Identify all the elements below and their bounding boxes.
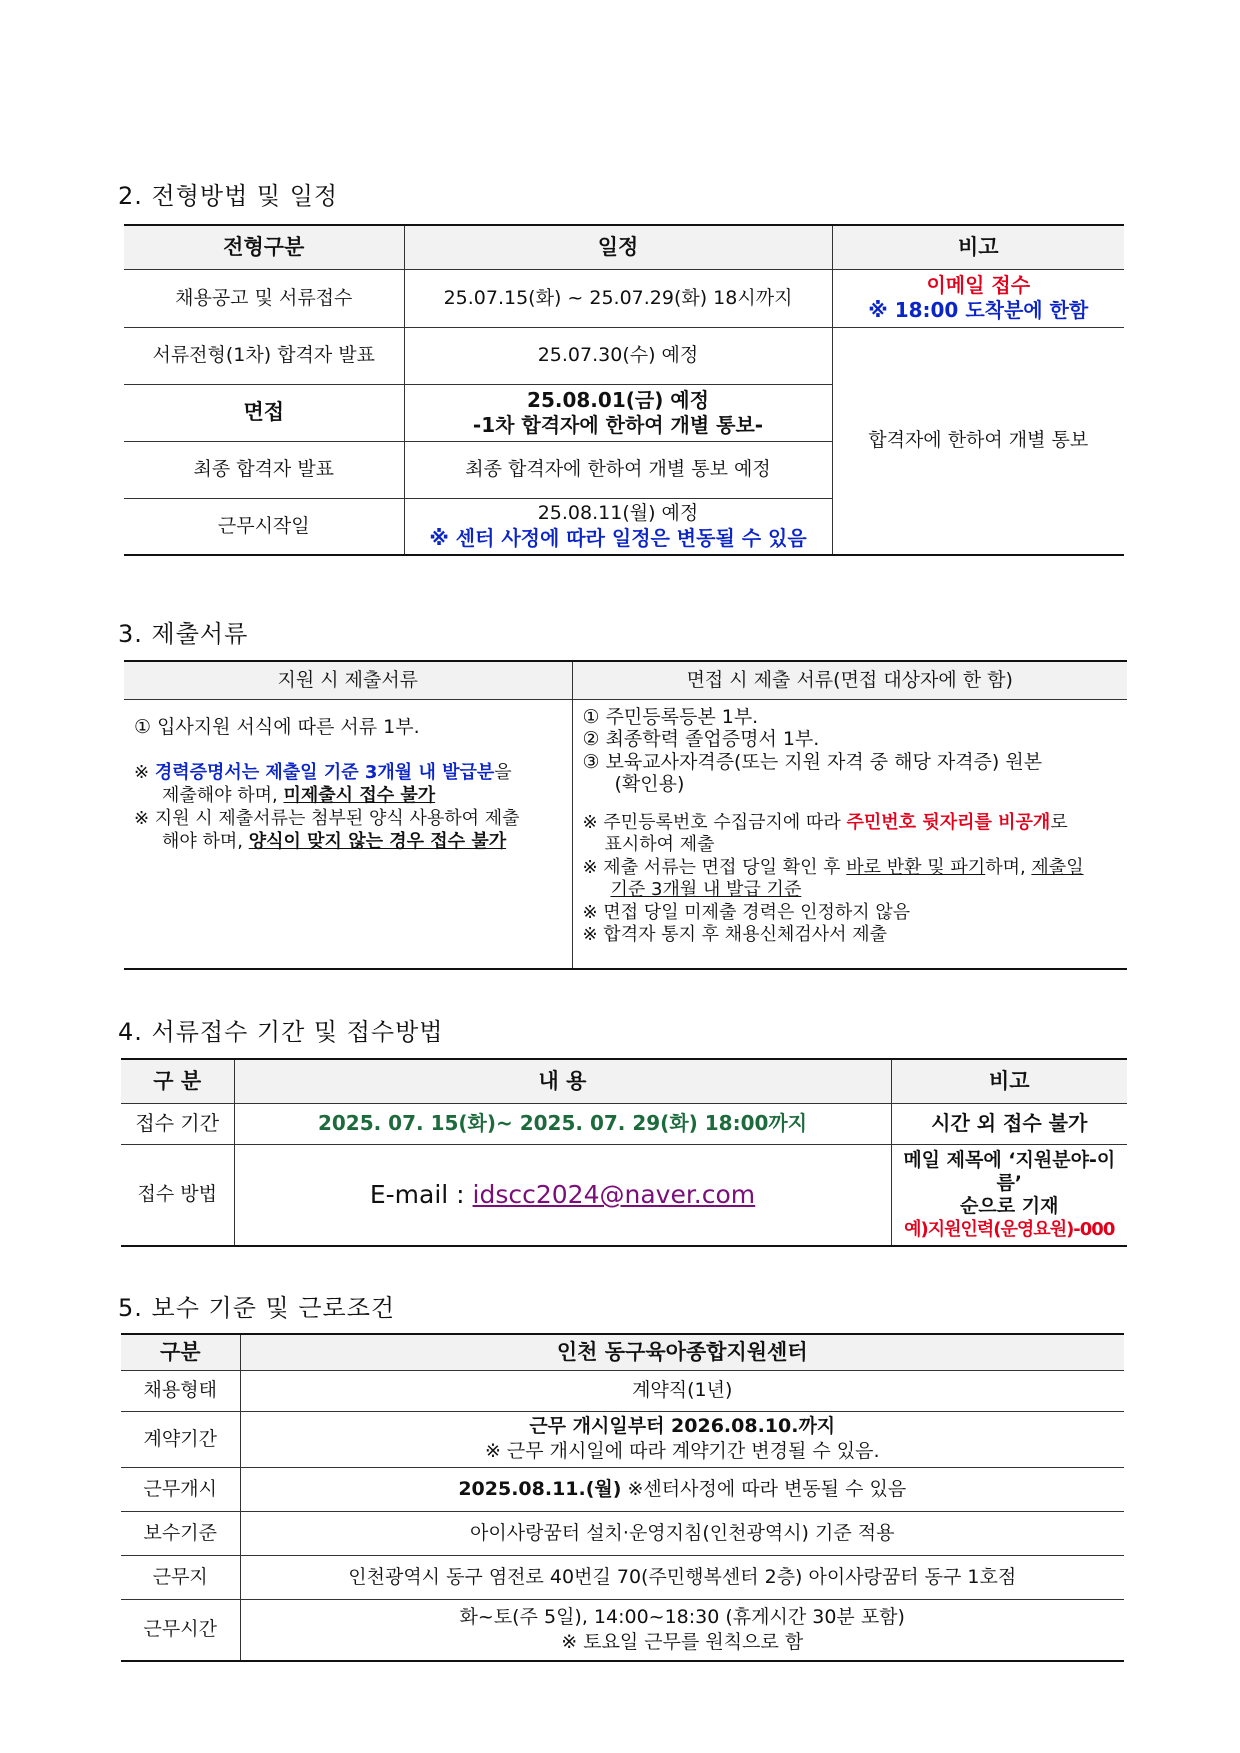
interview-item-1: ① 주민등록등본 1부. [582,705,759,728]
condition-key: 근무지 [121,1555,240,1599]
section-5-title: 5. 보수 기준 및 근로조건 [118,1294,396,1322]
submission-cell: 접수 방법 [121,1144,234,1246]
email-subject-note-1: 메일 제목에 ‘지원분야-이름’ [903,1148,1116,1194]
documents-table [124,660,1127,970]
condition-value [240,1599,1124,1661]
merged-note-cell: 합격자에 한하여 개별 통보 [832,327,1124,555]
interview-documents-cell [572,699,1127,969]
interview-note-2: ※ 제출 서류는 면접 당일 확인 후 바로 반환 및 파기하며, 제출일 [582,856,1084,878]
condition-value: 계약직(1년) [240,1370,1124,1411]
email-subject-example: 예)지원인력(운영요원)-000 [904,1218,1115,1240]
table-row [121,1555,1124,1599]
email-subject-note-cell [891,1144,1127,1246]
interview-note-2-line2: 기준 3개월 내 발급 기준 [610,879,802,900]
condition-key: 보수기준 [121,1511,240,1555]
apply-note-1-line2: 제출해야 하며, 미제출시 접수 불가 [162,784,436,806]
conditions-table [121,1333,1124,1662]
form-mismatch-reject-text: 양식이 맞지 않는 경우 접수 불가 [248,830,507,852]
schedule-header-type: 전형구분 [124,225,404,269]
apply-note-2: ※ 지원 시 제출서류는 첨부된 양식 사용하여 제출 [134,807,520,829]
interview-notice: -1차 합격자에 한하여 개별 통보- [472,412,764,437]
submission-cell: 접수 기간 [121,1103,234,1144]
table-row [121,1144,1127,1246]
submission-header-content: 내 용 [234,1059,891,1103]
submission-table [121,1058,1127,1247]
table-row [121,1103,1127,1144]
submission-header-note: 비고 [891,1059,1127,1103]
interview-cell [404,384,832,441]
condition-value: 아이사랑꿈터 설치·운영지침(인천광역시) 기준 적용 [240,1511,1124,1555]
table-row [124,269,1124,327]
section-4-title: 4. 서류접수 기간 및 접수방법 [118,1018,444,1046]
career-cert-text: 경력증명서는 제출일 기준 3개월 내 발급분 [154,761,495,783]
interview-item-3: ③ 보육교사자격증(또는 지원 자격 중 해당 자격증) 원본 [582,750,1043,773]
deadline-note: ※ 18:00 도착분에 한함 [868,298,1089,322]
documents-header-apply: 지원 시 제출서류 [124,661,572,699]
submission-header-type: 구 분 [121,1059,234,1103]
schedule-note-cell [832,269,1124,327]
submission-period-note: 시간 외 접수 불가 [891,1103,1127,1144]
condition-key: 근무시간 [121,1599,240,1661]
apply-note-1: ※ 경력증명서는 제출일 기준 3개월 내 발급분을 [134,761,512,783]
table-row [124,327,1124,384]
condition-value [240,1411,1124,1467]
schedule-cell: 25.07.30(수) 예정 [404,327,832,384]
section-3-title: 3. 제출서류 [118,620,249,648]
work-hours: 화~토(주 5일), 14:00~18:30 (휴게시간 30분 포함) [459,1605,905,1628]
conditions-header-center: 인천 동구육아종합지원센터 [240,1334,1124,1370]
table-row [121,1511,1124,1555]
email-label: E-mail : [369,1180,473,1210]
schedule-cell: 채용공고 및 서류접수 [124,269,404,327]
no-submit-reject-text: 미제출시 접수 불가 [283,784,436,806]
condition-value [240,1467,1124,1511]
email-submission-note: 이메일 접수 [926,273,1031,297]
interview-date: 25.08.01(금) 예정 [527,387,709,412]
contract-period-note: ※ 근무 개시일에 따라 계약기간 변경될 수 있음. [484,1440,880,1462]
schedule-header-date: 일정 [404,225,832,269]
schedule-cell: 25.07.15(화) ~ 25.07.29(화) 18시까지 [404,269,832,327]
submission-period: 2025. 07. 15(화)~ 2025. 07. 29(화) 18:00까지 [234,1103,891,1144]
schedule-change-note: ※ 센터 사정에 따라 일정은 변동될 수 있음 [429,526,807,551]
apply-item-1: ① 입사지원 서식에 따른 서류 1부. [134,715,420,738]
condition-key: 근무개시 [121,1467,240,1511]
interview-note-4: ※ 합격자 통지 후 채용신체검사서 제출 [582,924,888,945]
start-date-cell [404,498,832,555]
table-row [121,1467,1124,1511]
schedule-cell: 근무시작일 [124,498,404,555]
interview-note-1-line2: 표시하여 제출 [604,834,715,855]
work-start-note: ※센터사정에 따라 변동될 수 있음 [621,1477,907,1500]
schedule-cell: 서류전형(1차) 합격자 발표 [124,327,404,384]
interview-item-2: ② 최종학력 졸업증명서 1부. [582,728,820,750]
work-hours-note: ※ 토요일 근무를 원칙으로 함 [561,1630,804,1653]
submission-method-cell [234,1144,891,1246]
condition-key: 채용형태 [121,1370,240,1411]
interview-item-3-line2: (확인용) [614,773,685,795]
contract-period: 근무 개시일부터 2026.08.10.까지 [529,1415,836,1437]
schedule-table [124,224,1124,556]
id-hidden-text: 주민번호 뒷자리를 비공개 [846,811,1051,833]
section-2-title: 2. 전형방법 및 일정 [118,182,339,210]
email-subject-note-2: 순으로 기재 [960,1194,1059,1217]
apply-note-2-line2: 해야 하며, 양식이 맞지 않는 경우 접수 불가 [162,830,507,852]
documents-header-interview: 면접 시 제출 서류(면접 대상자에 한 함) [572,661,1127,699]
start-date: 25.08.11(월) 예정 [537,502,699,525]
table-row [121,1370,1124,1411]
condition-key: 계약기간 [121,1411,240,1467]
schedule-cell: 최종 합격자 발표 [124,441,404,498]
apply-documents-cell [124,699,572,969]
schedule-cell: 최종 합격자에 한하여 개별 통보 예정 [404,441,832,498]
table-row [121,1411,1124,1467]
interview-note-1: ※ 주민등록번호 수집금지에 따라 주민번호 뒷자리를 비공개로 [582,811,1068,833]
table-row [121,1599,1124,1661]
schedule-cell: 면접 [124,384,404,441]
email-link[interactable]: idscc2024@naver.com [472,1180,756,1210]
interview-note-3: ※ 면접 당일 미제출 경력은 인정하지 않음 [582,901,911,923]
condition-value: 인천광역시 동구 염전로 40번길 70(주민행복센터 2층) 아이사랑꿈터 동구 1호점 [240,1555,1124,1599]
schedule-header-note: 비고 [832,225,1124,269]
conditions-header-type: 구분 [121,1334,240,1370]
work-start-date: 2025.08.11.(월) [458,1477,622,1500]
